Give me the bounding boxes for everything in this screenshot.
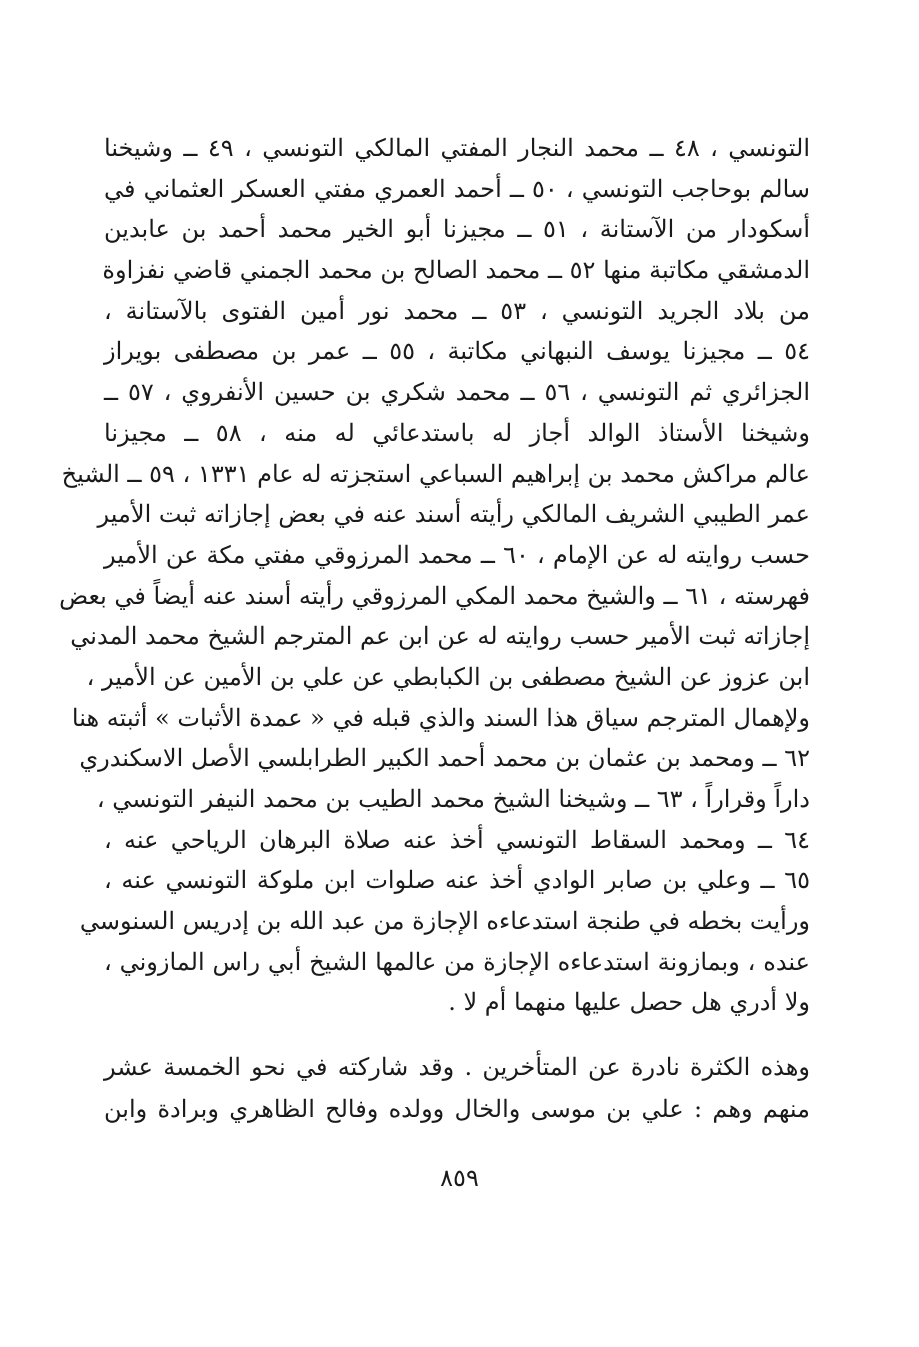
text-line: ابن عزوز عن الشيخ مصطفى بن الكبابطي عن علي بن الأمين عن الأمير ، [86,662,810,691]
text-line: أسكودار من الآستانة ، ٥١ ــ مجيزنا أبو الخير محمد أحمد بن عابدين [104,215,810,244]
text-line: فهرسته ، ٦١ ــ والشيخ محمد المكي المرزوقي رأيته أسند عنه أيضاً في بعض [59,581,810,610]
text-line: الجزائري ثم التونسي ، ٥٦ ــ محمد شكري بن حسين الأنفروي ، ٥٧ ــ [104,378,810,407]
text-line: عالم مراكش محمد بن إبراهيم السباعي استجزته له عام ١٣٣١ ، ٥٩ ــ الشيخ [61,459,810,488]
text-line: ٥٤ ــ مجيزنا يوسف النبهاني مكاتبة ، ٥٥ ــ عمر بن مصطفى بويراز [104,337,810,366]
text-line: حسب روايته له عن الإمام ، ٦٠ ــ محمد المرزوقي مفتي مكة عن الأمير [104,540,811,569]
paragraph-2 [104,1046,810,1130]
text-line: الدمشقي مكاتبة منها ٥٢ ــ محمد الصالح بن محمد الجمني قاضي نفزاوة [102,256,810,285]
text-line: وهذه الكثرة نادرة عن المتأخرين . وقد شاركته في نحو الخمسة عشر [104,1053,810,1081]
text-line: داراً وقراراً ، ٦٣ ــ وشيخنا الشيخ محمد الطيب بن محمد النيفر التونسي ، [96,785,810,813]
text-line: ٦٤ ــ ومحمد السقاط التونسي أخذ عنه صلاة البرهان الرياحي عنه ، [104,825,810,854]
text-line: ٦٥ ــ وعلي بن صابر الوادي أخذ عنه صلوات ابن ملوكة التونسي عنه ، [104,866,810,895]
text-line: عمر الطيبي الشريف المالكي رأيته أسند عنه في بعض إجازاته ثبت الأمير [97,500,810,529]
text-line: وشيخنا الأستاذ الوالد أجاز له باستدعائي له منه ، ٥٨ ــ مجيزنا [104,418,811,447]
text-line: منهم وهم : علي بن موسى والخال وولده وفالح الظاهري وبرادة وابن [104,1095,810,1123]
text-line: التونسي ، ٤٨ ــ محمد النجار المفتي المالكي التونسي ، ٤٩ ــ وشيخنا [104,134,811,162]
text-line: إجازاته ثبت الأمير حسب روايته له عن ابن عم المترجم الشيخ محمد المدني [70,622,810,651]
text-line: من بلاد الجريد التونسي ، ٥٣ ــ محمد نور أمين الفتوى بالآستانة ، [104,296,810,325]
text-line: سالم بوحاجب التونسي ، ٥٠ ــ أحمد العمري مفتي العسكر العثماني في [104,174,810,203]
page-number: ٨٥٩ [440,1164,479,1192]
text-line: ولا أدري هل حصل عليها منهما أم لا . [448,988,810,1017]
text-line: ولإهمال المترجم سياق هذا السند والذي قبله في « عمدة الأثبات » أثبته هنا [71,703,810,732]
text-line: ورأيت بخطه في طنجة استدعاءه الإجازة من عبد الله بن إدريس السنوسي [79,907,810,936]
text-line: ٦٢ ــ ومحمد بن عثمان بن محمد أحمد الكبير الطرابلسي الأصل الاسكندري [79,744,810,773]
text-line: عنده ، وبمازونة استدعاءه الإجازة من عالمها الشيخ أبي راس المازوني ، [104,947,810,976]
paragraph-1 [59,128,811,1023]
